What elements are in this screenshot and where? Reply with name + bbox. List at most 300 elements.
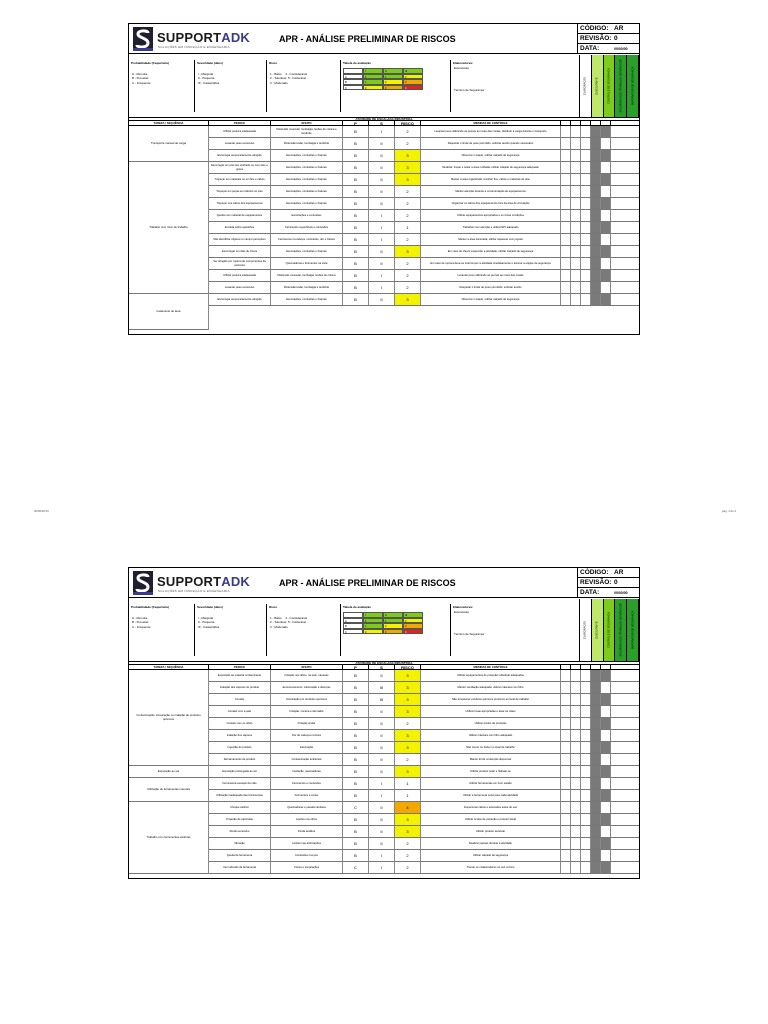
severity-cell: II: [369, 198, 395, 209]
risk-cell: 2: [395, 210, 421, 221]
severity-cell: I: [369, 270, 395, 281]
approval-checkbox[interactable]: [561, 198, 571, 209]
approval-checkbox[interactable]: [591, 706, 601, 717]
risk-cell: 1: [395, 790, 421, 801]
task-group-label: Transporte manual de carga: [129, 126, 209, 162]
risk-legend: Probabilidade (frequência) A - Remota B - Provavel C - Frequente Severidade (dano) I - Marginal II - Pequena III - Catastrófica Risco 1 - Baixo 4 - Considerável 2 - Tolerável 5 - Intolerável 3 - Moderado Tabela de avaliação I II III A 1 1 2 B 1 2 3 C 2 3 4 Elaboradores: Executante Técnico de Segurança: [129, 55, 579, 117]
control-measure-cell: Treinar os colaboradores no uso correto: [421, 862, 561, 873]
approval-checkbox[interactable]: [571, 162, 581, 173]
hazard-cell: Exposição ao material contaminante: [209, 670, 271, 681]
probability-cell: B: [343, 282, 369, 293]
approval-checkbox[interactable]: [601, 826, 611, 837]
approval-checkbox[interactable]: [561, 790, 571, 801]
hazard-cell: Tropeçar em peças em trânsito no piso: [209, 186, 271, 197]
control-measure-cell: Utilizar calçado de segurança: [421, 850, 561, 861]
task-group-label: Trabalho com ferramentas elétricas: [129, 802, 209, 874]
effect-cell: Contaminação ambiental: [271, 754, 343, 765]
section-title: ATIVIDADE DE ESCALADA INDUSTRIAL: [129, 117, 639, 121]
hazard-cell: Ser atingido por ruptura de componentes da estrutura: [209, 258, 271, 269]
approval-checkbox[interactable]: [561, 838, 571, 849]
approval-checkbox[interactable]: [571, 862, 581, 873]
approval-checkbox[interactable]: [601, 670, 611, 681]
risk-cell: 3: [395, 150, 421, 161]
approval-checkbox[interactable]: [601, 682, 611, 693]
severity-cell: I: [369, 210, 395, 221]
effect-cell: Perda auditiva: [271, 826, 343, 837]
task-group-label: Exposição ao sol: [129, 766, 209, 778]
approval-checkbox[interactable]: [601, 258, 611, 269]
task-group-label: Utilização de ferramentas manuais: [129, 778, 209, 802]
approval-checkbox[interactable]: [591, 294, 601, 305]
risk-cell: 2: [395, 138, 421, 149]
approval-checkbox[interactable]: [581, 210, 591, 221]
approval-checkbox[interactable]: [571, 270, 581, 281]
probability-cell: B: [343, 694, 369, 705]
probability-cell: B: [343, 670, 369, 681]
approval-checkbox[interactable]: [561, 682, 571, 693]
table-body: [129, 126, 639, 313]
approval-checkbox[interactable]: [581, 694, 591, 705]
approval-checkbox[interactable]: [591, 730, 601, 741]
probability-cell: B: [343, 270, 369, 281]
approval-checkbox[interactable]: [591, 222, 601, 233]
hazard-cell: Utilizar postura inadequada: [209, 126, 271, 137]
section-title: ATIVIDADE DE ESCALADA INDUSTRIAL: [129, 661, 639, 665]
control-measure-cell: Utilizar óculos de proteção: [421, 718, 561, 729]
approval-checkbox[interactable]: [561, 826, 571, 837]
approval-checkbox[interactable]: [561, 730, 571, 741]
risk-legend: Probabilidade (frequência) A - Remota B - Provavel C - Frequente Severidade (dano) I - Marginal II - Pequena III - Catastrófica Risco 1 - Baixo 4 - Considerável 2 - Tolerável 5 - Intolerável 3 - Moderado Tabela de avaliação I II III A 1 1 2 B 1 2 3 C 2 3 4 Elaboradores: Executante Técnico de Segurança: [129, 599, 579, 661]
approval-checkbox[interactable]: [581, 222, 591, 233]
approval-checkbox[interactable]: [581, 838, 591, 849]
logo-s-icon: [133, 571, 153, 595]
approval-checkbox[interactable]: [561, 850, 571, 861]
approval-checkbox[interactable]: [601, 282, 611, 293]
effect-cell: Distensão muscular, lombalgia, lesões de coluna: [271, 270, 343, 281]
risk-cell: 2: [395, 258, 421, 269]
approval-checkbox[interactable]: [581, 162, 591, 173]
approval-checkbox[interactable]: [571, 766, 581, 777]
company-logo: [131, 26, 251, 52]
approval-checkbox[interactable]: [591, 790, 601, 801]
hazard-cell: Levantar peso excessivo: [209, 282, 271, 293]
approval-checkbox[interactable]: [571, 126, 581, 137]
effect-cell: Queimaduras e ferimentos na vista: [271, 258, 343, 269]
severity-cell: II: [369, 802, 395, 813]
approval-checkbox[interactable]: [601, 694, 611, 705]
effect-cell: Irritação ocular: [271, 718, 343, 729]
approval-checkbox[interactable]: [591, 234, 601, 245]
approval-checkbox[interactable]: [601, 270, 611, 281]
severity-cell: II: [369, 186, 395, 197]
approval-checkbox[interactable]: [601, 718, 611, 729]
approval-checkbox[interactable]: [571, 742, 581, 753]
approval-checkbox[interactable]: [561, 718, 571, 729]
approval-checkbox[interactable]: [571, 234, 581, 245]
probability-cell: B: [343, 790, 369, 801]
approval-checkbox[interactable]: [571, 198, 581, 209]
approval-checkbox[interactable]: [601, 210, 611, 221]
approval-checkbox[interactable]: [581, 826, 591, 837]
approval-checkbox[interactable]: [581, 790, 591, 801]
probability-cell: B: [343, 210, 369, 221]
approval-checkbox[interactable]: [591, 718, 601, 729]
approval-checkbox[interactable]: [601, 730, 611, 741]
approval-checkbox[interactable]: [561, 246, 571, 257]
approval-checkbox[interactable]: [591, 210, 601, 221]
severity-cell: II: [369, 138, 395, 149]
approval-checkbox[interactable]: [591, 850, 601, 861]
approval-checkbox[interactable]: [581, 718, 591, 729]
approval-checkbox[interactable]: [581, 766, 591, 777]
hazard-cell: Tropeçar em materiais ou em fios e cabos: [209, 174, 271, 185]
apr-sheet-1: [128, 23, 640, 335]
control-measure-cell: Em caso de ruptura deve-se interromper a atividade imediatamente e acionar a equipe de segurança: [421, 258, 561, 269]
approval-checkbox[interactable]: [581, 814, 591, 825]
probability-cell: B: [343, 234, 369, 245]
approval-checkbox[interactable]: [571, 826, 581, 837]
control-measure-cell: Respeitar o limite de peso permitido; solicitar auxílio quando necessário: [421, 138, 561, 149]
approval-checkbox[interactable]: [601, 778, 611, 789]
approval-checkbox[interactable]: [591, 186, 601, 197]
approval-checkbox[interactable]: [571, 778, 581, 789]
approval-checkbox[interactable]: [571, 174, 581, 185]
hazard-cell: Escorregar em dias de chuva: [209, 246, 271, 257]
approval-checkbox[interactable]: [591, 742, 601, 753]
probability-cell: B: [343, 126, 369, 137]
approval-checkbox[interactable]: [601, 850, 611, 861]
probability-cell: C: [343, 862, 369, 873]
approval-checkbox[interactable]: [581, 198, 591, 209]
severity-cell: II: [369, 826, 395, 837]
approval-checkbox[interactable]: [601, 174, 611, 185]
approval-checkbox[interactable]: [591, 246, 601, 257]
approval-checkbox[interactable]: [581, 742, 591, 753]
risk-cell: 2: [395, 270, 421, 281]
control-measure-cell: Trabalhar com atenção e utilizar EPI adequado: [421, 222, 561, 233]
approval-checkbox[interactable]: [581, 730, 591, 741]
approval-checkbox[interactable]: [571, 282, 581, 293]
control-measure-cell: Realizar pausas durante a atividade: [421, 838, 561, 849]
approval-checkbox[interactable]: [571, 838, 581, 849]
hazard-cell: Ruído excessivo: [209, 826, 271, 837]
approval-checkbox[interactable]: [601, 838, 611, 849]
effect-cell: Envenenamento, intoxicação e doenças: [271, 682, 343, 693]
severity-cell: II: [369, 162, 395, 173]
severity-cell: II: [369, 670, 395, 681]
approval-checkbox[interactable]: [601, 814, 611, 825]
hazard-cell: Exposição prolongada ao sol: [209, 766, 271, 777]
approval-checkbox[interactable]: [581, 706, 591, 717]
approval-checkbox[interactable]: [561, 150, 571, 161]
severity-cell: II: [369, 838, 395, 849]
control-measure-cell: Utilizar protetor solar e hidratar-se: [421, 766, 561, 777]
approval-checkbox[interactable]: [571, 258, 581, 269]
approval-checkbox[interactable]: [561, 126, 571, 137]
severity-cell: I: [369, 234, 395, 245]
approval-checkbox[interactable]: [571, 246, 581, 257]
approval-checkbox[interactable]: [581, 150, 591, 161]
approval-checkbox[interactable]: [591, 162, 601, 173]
effect-cell: Lesões nas articulações: [271, 838, 343, 849]
risk-table: [129, 661, 639, 874]
effect-cell: Distensão muscular, lombalgia, lesões de coluna e tendinite: [271, 126, 343, 137]
approval-checkbox[interactable]: [571, 210, 581, 221]
approval-checkbox[interactable]: [581, 270, 591, 281]
approval-checkbox[interactable]: [601, 234, 611, 245]
probability-cell: B: [343, 814, 369, 825]
approval-checkbox[interactable]: [571, 790, 581, 801]
approval-checkbox[interactable]: [601, 162, 611, 173]
control-measure-cell: Manter kit de contenção disponível: [421, 754, 561, 765]
approval-checkbox[interactable]: [591, 754, 601, 765]
approval-checkbox[interactable]: [571, 670, 581, 681]
approval-checkbox[interactable]: [561, 706, 571, 717]
risk-cell: 2: [395, 838, 421, 849]
approval-checkbox[interactable]: [561, 138, 571, 149]
effect-cell: Queimaduras e parada cardíaca: [271, 802, 343, 813]
control-measure-cell: Manter a área iluminada; utilizar capacete com jugular: [421, 234, 561, 245]
severity-cell: I: [369, 126, 395, 137]
risk-cell: 2: [395, 850, 421, 861]
approval-checkbox[interactable]: [561, 862, 571, 873]
task-group-label: Contaminação, intoxicação ou inalação de produtos químicos: [129, 670, 209, 766]
hazard-cell: Não identificar objetos no campo perceptivo: [209, 234, 271, 245]
approval-checkbox[interactable]: [561, 694, 571, 705]
risk-cell: 3: [395, 682, 421, 693]
approval-checkbox[interactable]: [571, 694, 581, 705]
approval-checkbox[interactable]: [571, 718, 581, 729]
approval-checkbox[interactable]: [591, 270, 601, 281]
approval-checkbox[interactable]: [571, 802, 581, 813]
approval-checkbox[interactable]: [591, 766, 601, 777]
approval-checkbox[interactable]: [571, 222, 581, 233]
probability-cell: B: [343, 162, 369, 173]
approval-checkbox[interactable]: [601, 186, 611, 197]
approval-checkbox[interactable]: [571, 186, 581, 197]
approval-checkbox[interactable]: [601, 294, 611, 305]
severity-cell: III: [369, 682, 395, 693]
probability-cell: B: [343, 246, 369, 257]
approval-checkbox[interactable]: [571, 754, 581, 765]
approval-checkbox[interactable]: [581, 282, 591, 293]
approval-checkbox[interactable]: [571, 150, 581, 161]
approval-checkbox[interactable]: [591, 838, 601, 849]
hazard-cell: Uso indevido da ferramenta: [209, 862, 271, 873]
risk-cell: 2: [395, 198, 421, 209]
approval-checkbox[interactable]: [591, 282, 601, 293]
risk-table: [129, 117, 639, 313]
control-measure-cell: Respeitar o limite de peso permitido; solicitar auxílio: [421, 282, 561, 293]
probability-cell: B: [343, 850, 369, 861]
risk-cell: 3: [395, 162, 421, 173]
approval-checkbox[interactable]: [561, 294, 571, 305]
risk-cell: 3: [395, 174, 421, 185]
approval-checkbox[interactable]: [561, 258, 571, 269]
approval-checkbox[interactable]: [581, 670, 591, 681]
probability-cell: B: [343, 718, 369, 729]
approval-checkbox[interactable]: [591, 138, 601, 149]
effect-cell: Ferimentos na cabeça, contusões, dor e fratura: [271, 234, 343, 245]
probability-cell: B: [343, 706, 369, 717]
approval-checkbox[interactable]: [581, 754, 591, 765]
severity-cell: II: [369, 174, 395, 185]
risk-cell: 2: [395, 282, 421, 293]
risk-cell: 4: [395, 802, 421, 813]
approval-checkbox[interactable]: [581, 802, 591, 813]
approval-checkbox[interactable]: [591, 174, 601, 185]
hazard-cell: Levantar peso excessivo: [209, 138, 271, 149]
approval-checkbox[interactable]: [581, 862, 591, 873]
approval-checkbox[interactable]: [601, 802, 611, 813]
hazard-cell: Escorregar temporariamente atingido: [209, 294, 271, 305]
approval-checkbox[interactable]: [591, 694, 601, 705]
approval-checkbox[interactable]: [601, 198, 611, 209]
approval-checkbox[interactable]: [591, 150, 601, 161]
approval-checkbox[interactable]: [561, 186, 571, 197]
approval-checkbox[interactable]: [591, 862, 601, 873]
approval-columns: ELABORAÇÃO EXECUTANTE CONTROLE DE SEGURANÇA SEGURANÇA DO TRABALHO SUPERVISOR SUPERVISOR DE SEGURANÇA: [579, 55, 639, 117]
approval-checkbox[interactable]: [561, 210, 571, 221]
approval-checkbox[interactable]: [571, 814, 581, 825]
approval-checkbox[interactable]: [591, 258, 601, 269]
approval-checkbox[interactable]: [601, 126, 611, 137]
approval-checkbox[interactable]: [561, 814, 571, 825]
severity-cell: II: [369, 246, 395, 257]
effect-cell: Distensão lesão, lombalgia e tendinite: [271, 138, 343, 149]
approval-checkbox[interactable]: [561, 162, 571, 173]
severity-cell: II: [369, 706, 395, 717]
probability-cell: B: [343, 778, 369, 789]
approval-checkbox[interactable]: [601, 150, 611, 161]
hazard-cell: Tropeçar nos cabos dos equipamentos: [209, 198, 271, 209]
table-header: TAREFA / SEQUÊNCIA PERIGO EFEITO P S RISCO MEDIDAS DE CONTROLE: [129, 121, 639, 126]
approval-checkbox[interactable]: [601, 706, 611, 717]
approval-checkbox[interactable]: [601, 742, 611, 753]
risk-cell: 3: [395, 246, 421, 257]
approval-checkbox[interactable]: [581, 186, 591, 197]
approval-checkbox[interactable]: [561, 234, 571, 245]
approval-checkbox[interactable]: [601, 138, 611, 149]
approval-checkbox[interactable]: [591, 198, 601, 209]
approval-checkbox[interactable]: [591, 670, 601, 681]
risk-cell: 3: [395, 730, 421, 741]
severity-cell: I: [369, 282, 395, 293]
sheet-header: [129, 568, 639, 598]
hazard-cell: Inalação dos vapores: [209, 730, 271, 741]
hazard-cell: Escorregar em piso liso molhado ou com óleo e graxa: [209, 162, 271, 173]
approval-checkbox[interactable]: [561, 802, 571, 813]
control-measure-cell: Não armazenar produtos químicos próximos ao local de trabalho: [421, 694, 561, 705]
approval-checkbox[interactable]: [601, 222, 611, 233]
logo-tagline: SOLUÇÕES EM INSPEÇÃO E ENGENHARIA: [158, 589, 230, 593]
control-measure-cell: Utilizar ferramentas em bom estado: [421, 778, 561, 789]
approval-checkbox[interactable]: [571, 706, 581, 717]
approval-checkbox[interactable]: [581, 850, 591, 861]
approval-checkbox[interactable]: [581, 682, 591, 693]
hazard-cell: Contato: [209, 694, 271, 705]
control-measure-cell: Sinalizar, limpar e isolar a área molhada; utilizar calçado de segurança adequado: [421, 162, 561, 173]
hazard-cell: Ferramenta escapar da mão: [209, 778, 271, 789]
effect-cell: Ferimentos e contusões: [271, 778, 343, 789]
hazard-cell: Queda com material de equipamentos: [209, 210, 271, 221]
hazard-cell: Queda de ferramenta: [209, 850, 271, 861]
doc-meta: CÓDIGO: AR REVISÃO: 0 DATA: 00/00/00: [577, 24, 639, 54]
risk-cell: 3: [395, 670, 421, 681]
approval-checkbox[interactable]: [581, 294, 591, 305]
approval-checkbox[interactable]: [581, 138, 591, 149]
approval-checkbox[interactable]: [581, 778, 591, 789]
approval-checkbox[interactable]: [601, 246, 611, 257]
effect-cell: Lesões nos olhos: [271, 814, 343, 825]
sheet-header: [129, 24, 639, 54]
probability-cell: B: [343, 826, 369, 837]
approval-checkbox[interactable]: [581, 234, 591, 245]
approval-checkbox[interactable]: [581, 258, 591, 269]
approval-checkbox[interactable]: [561, 670, 571, 681]
approval-checkbox[interactable]: [571, 682, 581, 693]
approval-checkbox[interactable]: [591, 802, 601, 813]
approval-checkbox[interactable]: [561, 742, 571, 753]
effect-cell: Escoriações, contusões e fraturas: [271, 198, 343, 209]
approval-checkbox[interactable]: [571, 138, 581, 149]
approval-checkbox[interactable]: [581, 174, 591, 185]
approval-checkbox[interactable]: [591, 826, 601, 837]
probability-cell: B: [343, 766, 369, 777]
effect-cell: Escoriações, contusões e fraturas: [271, 150, 343, 161]
effect-cell: Escoriações, contusões e fraturas: [271, 294, 343, 305]
approval-checkbox[interactable]: [561, 282, 571, 293]
control-measure-cell: Levantar peso utilizando as pernas ao invés das costas; distribuir a carga durante o transporte: [421, 126, 561, 137]
approval-checkbox[interactable]: [601, 766, 611, 777]
approval-checkbox[interactable]: [561, 778, 571, 789]
effect-cell: Escoriações, contusões e fraturas: [271, 246, 343, 257]
approval-checkbox[interactable]: [561, 754, 571, 765]
approval-checkbox[interactable]: [561, 174, 571, 185]
effect-cell: Contusões nos pés: [271, 850, 343, 861]
approval-checkbox[interactable]: [571, 850, 581, 861]
approval-checkbox[interactable]: [591, 126, 601, 137]
risk-cell: 3: [395, 766, 421, 777]
severity-cell: II: [369, 150, 395, 161]
approval-checkbox[interactable]: [591, 682, 601, 693]
control-measure-cell: Utilizar óculos de proteção e protetor facial: [421, 814, 561, 825]
approval-checkbox[interactable]: [571, 730, 581, 741]
severity-cell: I: [369, 222, 395, 233]
approval-checkbox[interactable]: [591, 814, 601, 825]
risk-cell: 3: [395, 742, 421, 753]
approval-checkbox[interactable]: [591, 778, 601, 789]
approval-checkbox[interactable]: [601, 862, 611, 873]
approval-checkbox[interactable]: [571, 294, 581, 305]
severity-cell: II: [369, 294, 395, 305]
approval-checkbox[interactable]: [561, 766, 571, 777]
approval-checkbox[interactable]: [601, 790, 611, 801]
control-measure-cell: Utilizar equipamentos de proteção individual adequados: [421, 670, 561, 681]
logo-s-icon: [133, 27, 153, 51]
risk-cell: 3: [395, 694, 421, 705]
risk-cell: 2: [395, 718, 421, 729]
probability-cell: B: [343, 222, 369, 233]
approval-checkbox[interactable]: [561, 222, 571, 233]
approval-checkbox[interactable]: [581, 246, 591, 257]
control-measure-cell: Utilizar máscara com filtro adequado: [421, 730, 561, 741]
approval-checkbox[interactable]: [561, 270, 571, 281]
approval-checkbox[interactable]: [601, 754, 611, 765]
approval-checkbox[interactable]: [581, 126, 591, 137]
effect-cell: Escoriações, contusões e fraturas: [271, 186, 343, 197]
severity-cell: II: [369, 730, 395, 741]
